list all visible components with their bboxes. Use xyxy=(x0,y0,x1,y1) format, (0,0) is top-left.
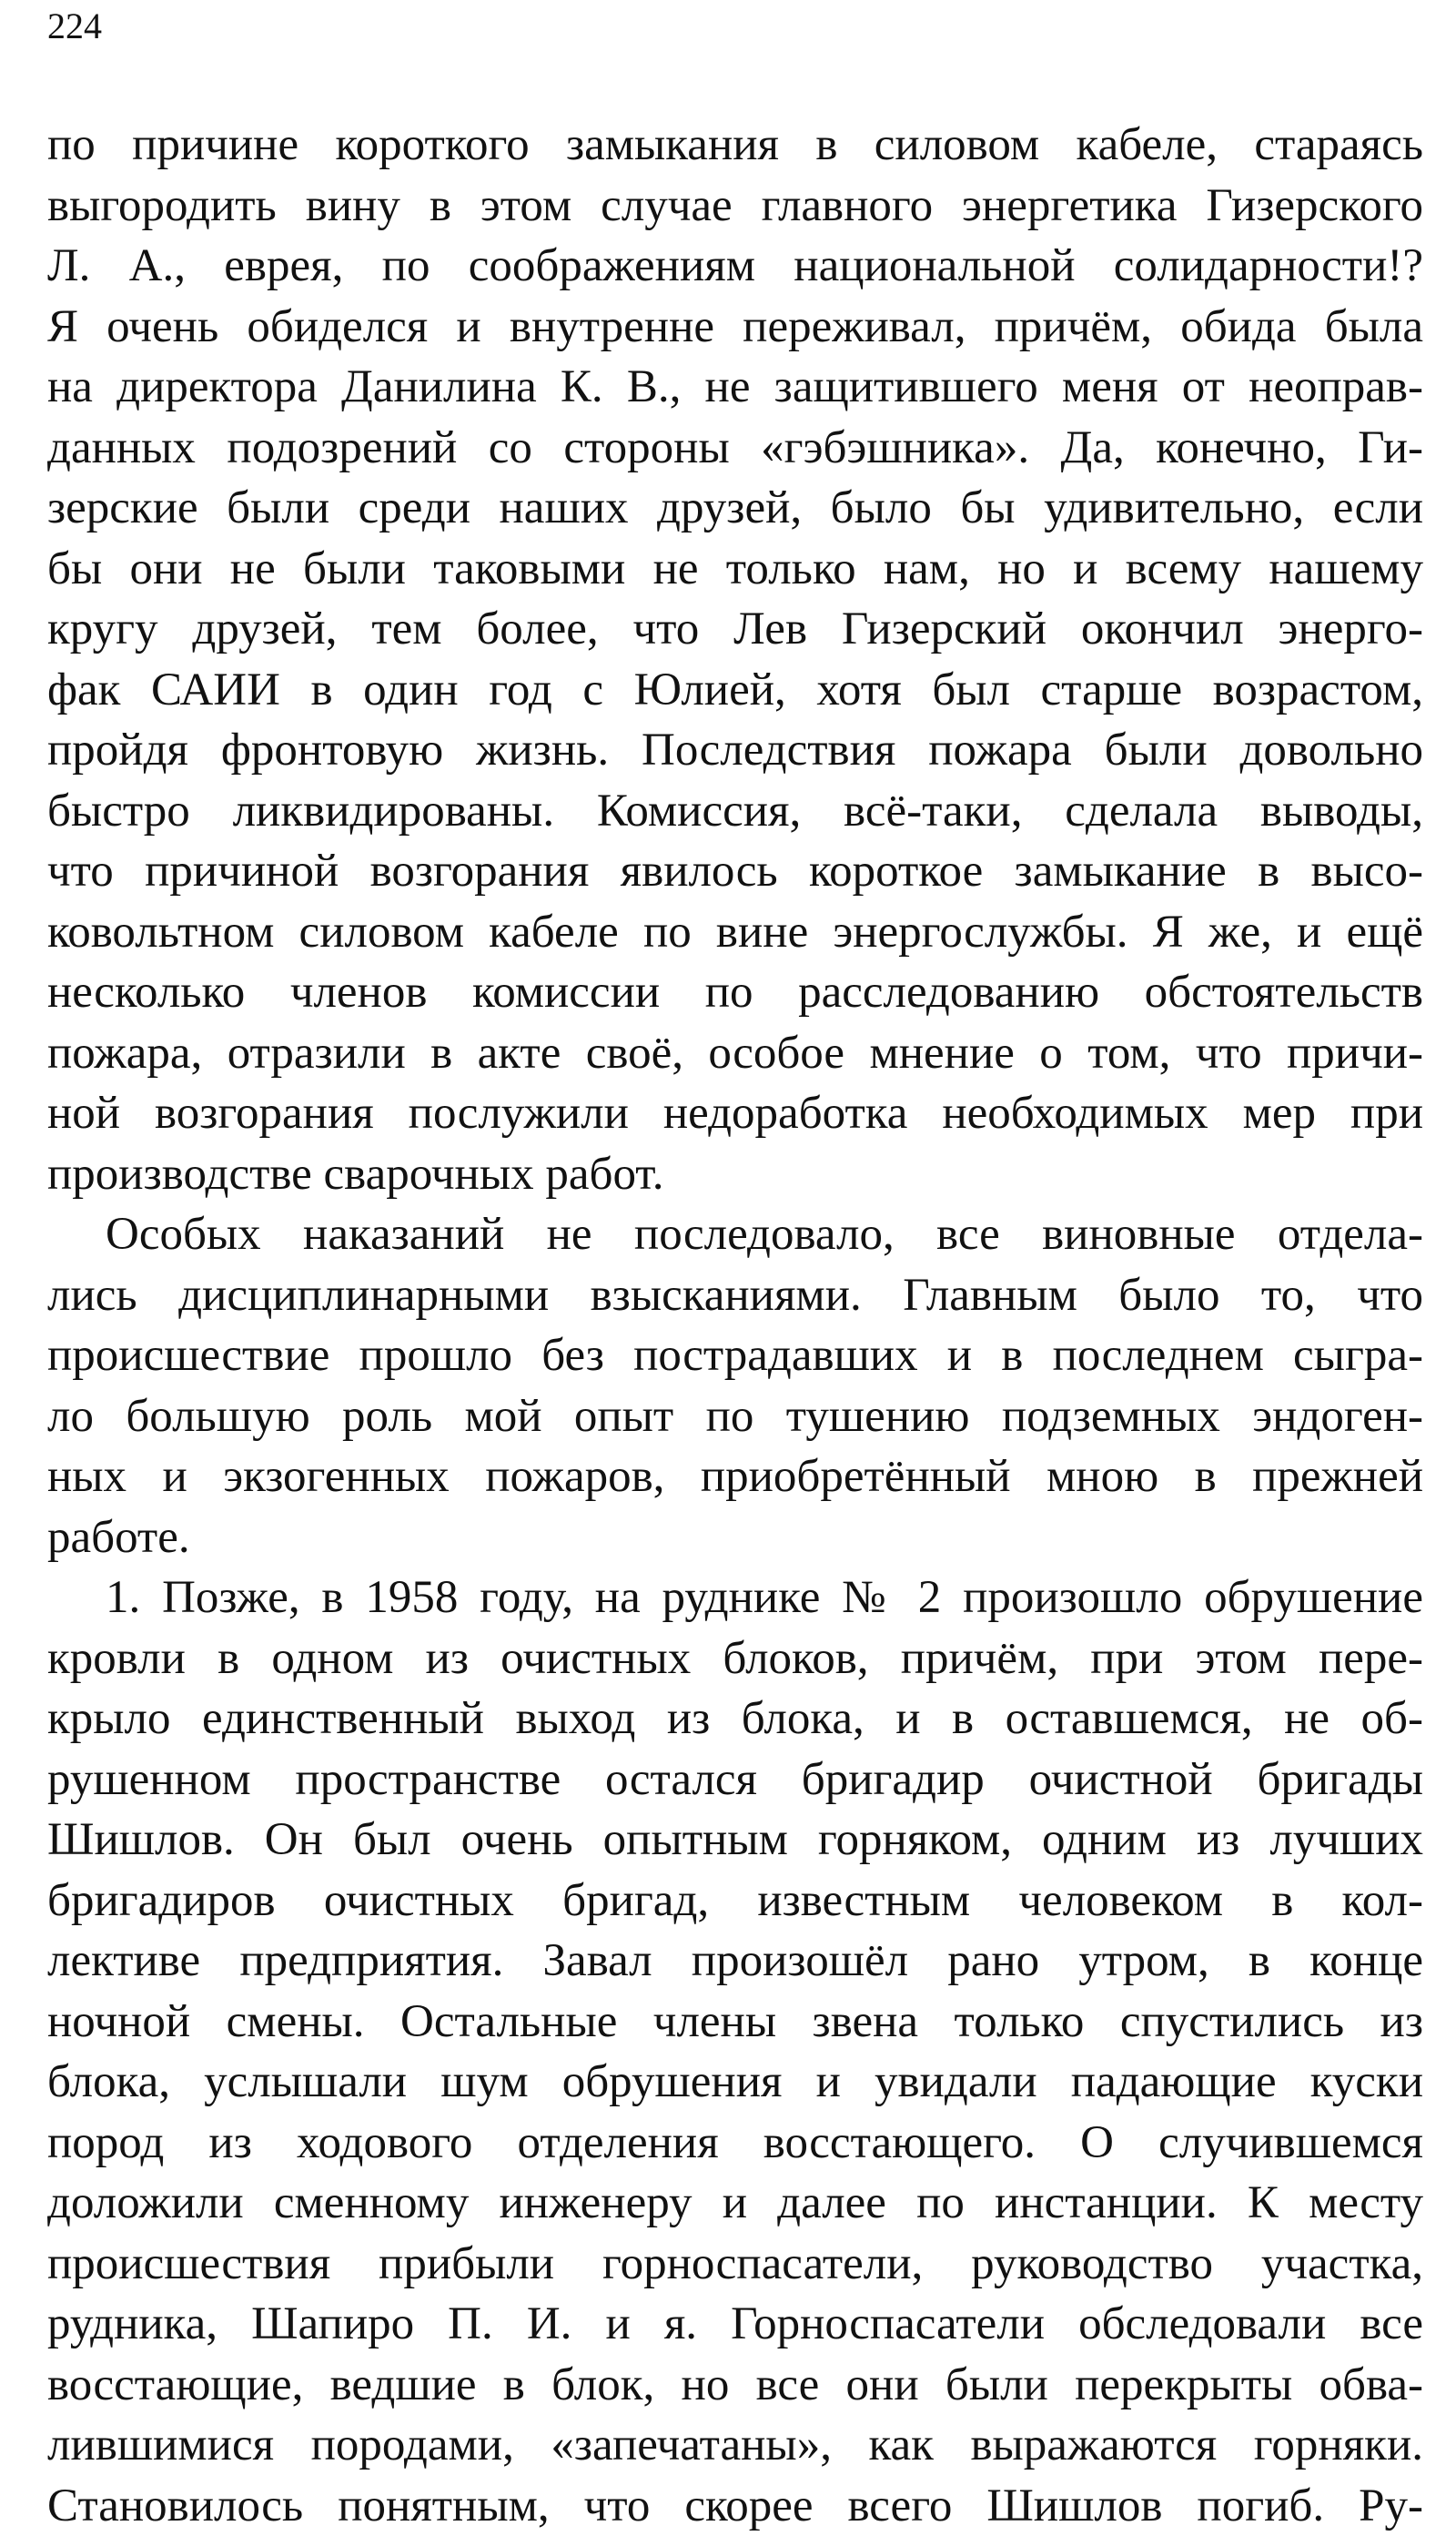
text-line: производстве сварочных работ. xyxy=(47,1144,1423,1205)
text-line: ковольтном силовом кабеле по вине энергослужбы. Я же, и ещё xyxy=(47,902,1423,963)
text-line: рушенном пространстве остался бригадир очистной бригады xyxy=(47,1750,1423,1811)
text-line: пород из ходового отделения восстающего. О случившемся xyxy=(47,2113,1423,2174)
text-line: Л. А., еврея, по соображениям национальной солидарности!? xyxy=(47,236,1423,297)
text-line: лись дисциплинарными взысканиями. Главным было то, что xyxy=(47,1265,1423,1326)
text-line: быстро ликвидированы. Комиссия, всё-таки, сделала выводы, xyxy=(47,781,1423,842)
text-line: крыло единственный выход из блока, и в оставшемся, не об- xyxy=(47,1689,1423,1750)
text-line: ных и экзогенных пожаров, приобретённый мною в прежней xyxy=(47,1446,1423,1507)
text-line: по причине короткого замыкания в силовом кабеле, стараясь xyxy=(47,115,1423,176)
text-line: фак САИИ в один год с Юлией, хотя был старше возрастом, xyxy=(47,660,1423,721)
text-line: Шишлов. Он был очень опытным горняком, одним из лучших xyxy=(47,1810,1423,1871)
text-line: на директора Данилина К. В., не защитившего меня от неоправ- xyxy=(47,357,1423,418)
text-line: выгородить вину в этом случае главного энергетика Гизерского xyxy=(47,176,1423,237)
text-line: кругу друзей, тем более, что Лев Гизерский окончил энерго- xyxy=(47,599,1423,660)
text-line: лективе предприятия. Завал произошёл рано утром, в конце xyxy=(47,1931,1423,1992)
text-line: происшествие прошло без пострадавших и в последнем сыгра- xyxy=(47,1325,1423,1386)
text-line: 1. Позже, в 1958 году, на руднике № 2 произошло обрушение xyxy=(47,1567,1423,1628)
text-line: доложили сменному инженеру и далее по инстанции. К месту xyxy=(47,2173,1423,2234)
text-line: работе. xyxy=(47,1507,1423,1568)
text-line: ной возгорания послужили недоработка необходимых мер при xyxy=(47,1083,1423,1144)
text-line: пожара, отразили в акте своё, особое мнение о том, что причи- xyxy=(47,1023,1423,1084)
text-line: несколько членов комиссии по расследованию обстоятельств xyxy=(47,962,1423,1023)
text-line: рудника, Шапиро П. И. и я. Горноспасатели обследовали все xyxy=(47,2294,1423,2355)
text-line: Особых наказаний не последовало, все виновные отдела- xyxy=(47,1204,1423,1265)
page-number: 224 xyxy=(47,4,102,49)
text-line: ночной смены. Остальные члены звена только спустились из xyxy=(47,1992,1423,2053)
text-line: лившимися породами, «запечатаны», как выражаются горняки. xyxy=(47,2415,1423,2476)
text-line: кровли в одном из очистных блоков, причём, при этом пере- xyxy=(47,1628,1423,1689)
text-line: происшествия прибыли горноспасатели, руководство участка, xyxy=(47,2234,1423,2295)
text-line: Становилось понятным, что скорее всего Шишлов погиб. Ру- xyxy=(47,2476,1423,2536)
text-line: восстающие, ведшие в блок, но все они были перекрыты обва- xyxy=(47,2355,1423,2416)
text-line: данных подозрений со стороны «гэбэшника». Да, конечно, Ги- xyxy=(47,418,1423,479)
body-text xyxy=(47,115,1423,2536)
text-line: пройдя фронтовую жизнь. Последствия пожара были довольно xyxy=(47,720,1423,781)
text-line: Я очень обиделся и внутренне переживал, причём, обида была xyxy=(47,297,1423,358)
text-line: бы они не были таковыми не только нам, но и всему нашему xyxy=(47,539,1423,600)
text-line: блока, услышали шум обрушения и увидали падающие куски xyxy=(47,2052,1423,2113)
text-line: бригадиров очистных бригад, известным человеком в кол- xyxy=(47,1871,1423,1932)
text-line: что причиной возгорания явилось короткое замыкание в высо- xyxy=(47,841,1423,902)
text-line: ло большую роль мой опыт по тушению подземных эндоген- xyxy=(47,1386,1423,1447)
text-line: зерские были среди наших друзей, было бы удивительно, если xyxy=(47,478,1423,539)
